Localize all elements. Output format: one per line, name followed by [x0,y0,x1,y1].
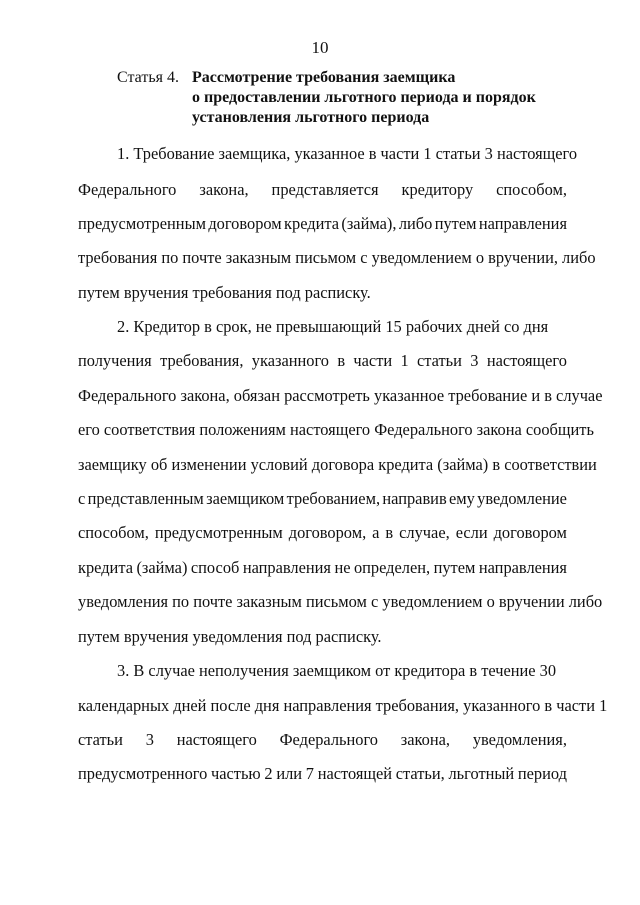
paragraph-3-line-2: календарных дней после дня направления требования, указанного в части 1 [78,696,608,715]
word: способ [190,558,240,577]
word: в [337,351,346,370]
word: способом, [78,523,149,542]
word: направления [478,558,567,577]
paragraph-2-line-4: его соответствия положениям настоящего Федерального закона сообщить [78,420,594,439]
word: Федерального [78,180,177,199]
word: настоящего [486,351,567,370]
word: частью [211,764,261,783]
word: предусмотренным [154,523,283,542]
word: требованием, [286,489,381,508]
word: договором [493,523,567,542]
word: требования, [160,351,244,370]
word: в [385,523,394,542]
word: а [372,523,380,542]
word: Федерального [279,730,378,749]
word: если [455,523,488,542]
word: направив [382,489,447,508]
paragraph-1-line-4: требования по почте заказным письмом с уведомлением о вручении, либо [78,248,596,267]
word: представляется [271,180,379,199]
word: (займа), [341,214,397,233]
paragraph-2-line-9: уведомления по почте заказным письмом с уведомлением о вручении либо [78,592,603,611]
word: статьи [78,730,123,749]
paragraph-2-line-6 [78,489,567,509]
paragraph-2-line-1: 2. Кредитор в срок, не превышающий 15 рабочих дней со дня [117,317,549,336]
word: части [353,351,393,370]
word: определен, [353,558,431,577]
article-header [117,68,577,128]
paragraph-1-line-1: 1. Требование заемщика, указанное в части 1 статьи 3 настоящего [117,144,578,163]
word: ему [449,489,475,508]
word: договором, [288,523,367,542]
word: кредитору [401,180,474,199]
word: заемщиком [206,489,285,508]
paragraph-3-line-4 [78,764,567,784]
word: статьи, [395,764,445,783]
paragraph-3-line-1: 3. В случае неполучения заемщиком от кредитора в течение 30 [117,661,557,680]
word: закона, [199,180,249,199]
word: 2 [264,764,273,783]
word: период [517,764,567,783]
word: либо [398,214,433,233]
word: кредита [78,558,133,577]
word: статьи [417,351,462,370]
paragraph-2-line-7 [78,523,567,543]
article-title: Рассмотрение требования заемщика о предоставлении льготного периода и порядок установления льготного периода [192,69,536,126]
word: предусмотренным [78,214,206,233]
word: (займа) [136,558,188,577]
paragraph-2-line-8 [78,558,567,578]
word: 3 [145,730,154,749]
paragraph-1-line-3 [78,214,567,234]
word: способом, [496,180,567,199]
word: представленным [87,489,204,508]
word: с [78,489,86,508]
page-number: 10 [311,38,329,57]
word: настоящего [176,730,257,749]
word: не [334,558,351,577]
word: случае, [399,523,450,542]
paragraph-1-line-2 [78,180,567,200]
word: или [276,764,303,783]
paragraph-2-line-10: путем вручения уведомления под расписку. [78,627,382,646]
word: настоящей [317,764,393,783]
word: 1 [400,351,409,370]
word: кредита [284,214,339,233]
paragraph-2-line-3: Федерального закона, обязан рассмотреть указанное требование и в случае [78,386,603,405]
word: направления [242,558,331,577]
word: путем [434,214,477,233]
word: уведомление [477,489,567,508]
word: 3 [470,351,479,370]
word: предусмотренного [78,764,208,783]
word: направления [478,214,567,233]
paragraph-2-line-2 [78,351,567,371]
word: получения [78,351,152,370]
paragraph-2-line-5: заемщику об изменении условий договора кредита (займа) в соответствии [78,455,597,474]
article-label: Статья 4. [117,69,179,86]
word: льготный [448,764,515,783]
word: указанного [251,351,329,370]
paragraph-3-line-3 [78,730,567,750]
paragraph-1-line-5: путем вручения требования под расписку. [78,283,371,302]
word: закона, [400,730,451,749]
word: уведомления, [472,730,567,749]
word: путем [433,558,476,577]
word: 7 [305,764,314,783]
word: договором [208,214,282,233]
